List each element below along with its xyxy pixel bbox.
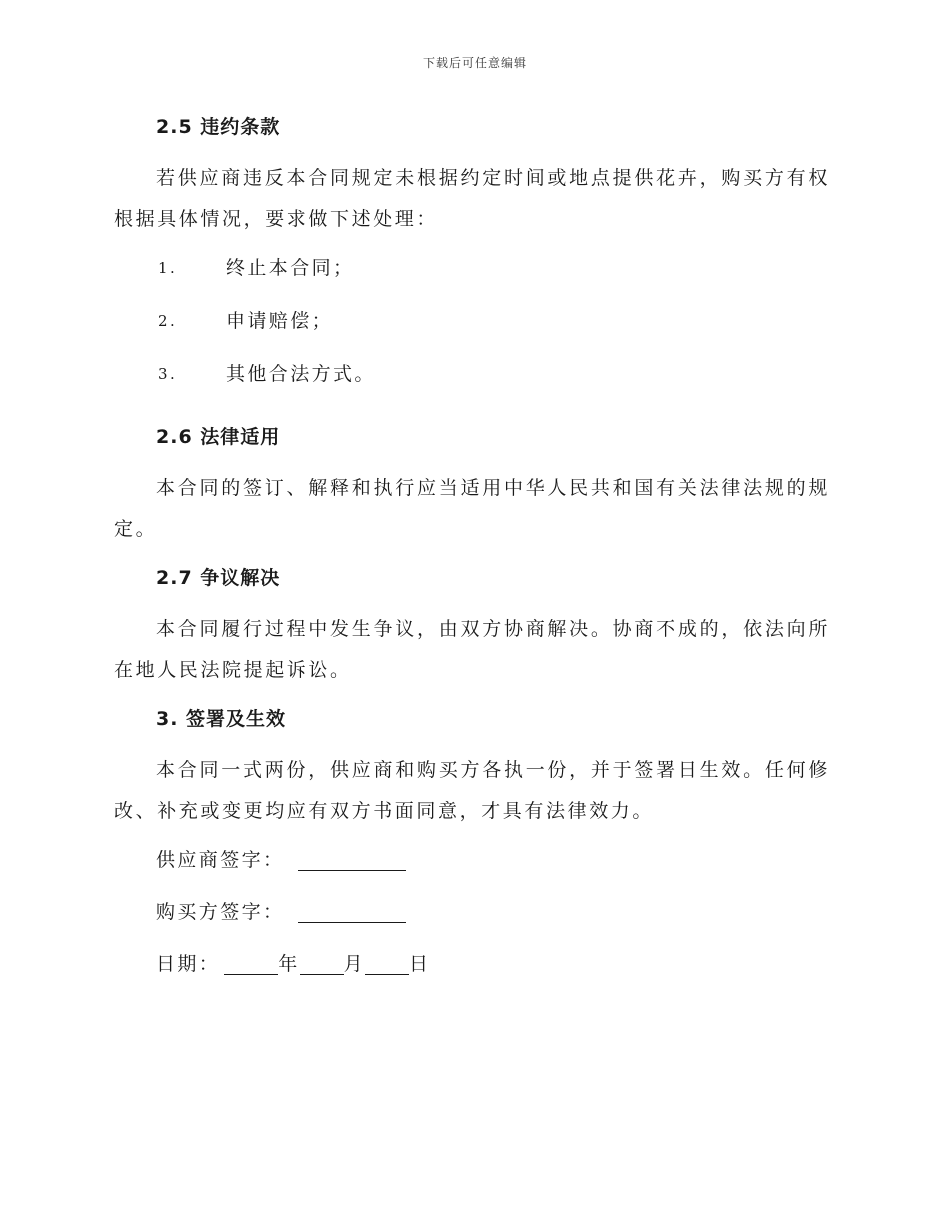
- applicable-law-paragraph: 本合同的签订、解释和执行应当适用中华人民共和国有关法律法规的规定。: [114, 477, 830, 540]
- list-item: [114, 359, 830, 412]
- section-heading-dispute-resolution: 2.7 争议解决: [156, 567, 281, 589]
- year-label: 年: [278, 953, 300, 975]
- list-item-text: 申请赔偿；: [226, 310, 334, 332]
- month-blank[interactable]: [300, 952, 344, 975]
- list-item-number: 3.: [158, 365, 178, 383]
- buyer-signature-label: 购买方签字：: [156, 901, 285, 923]
- buyer-signature-blank[interactable]: [298, 900, 406, 923]
- signing-paragraph: 本合同一式两份，供应商和购买方各执一份，并于签署日生效。任何修改、补充或变更均应有双方书面同意，才具有法律效力。: [114, 759, 830, 822]
- list-item: [114, 306, 830, 359]
- page-header-note: 下载后可任意编辑: [422, 56, 527, 70]
- date-label: 日期：: [156, 953, 221, 975]
- supplier-signature-label: 供应商签字：: [156, 849, 285, 871]
- breach-intro-paragraph: 若供应商违反本合同规定未根据约定时间或地点提供花卉，购买方有权根据具体情况，要求做下述处理：: [114, 167, 830, 230]
- section-heading-applicable-law: 2.6 法律适用: [156, 426, 281, 448]
- buyer-signature-line: [156, 897, 830, 927]
- day-blank[interactable]: [365, 952, 409, 975]
- list-item: [114, 253, 830, 306]
- dispute-resolution-paragraph: 本合同履行过程中发生争议，由双方协商解决。协商不成的，依法向所在地人民法院提起诉讼。: [114, 618, 830, 681]
- section-heading-signing: 3. 签署及生效: [156, 708, 287, 730]
- supplier-signature-blank[interactable]: [298, 848, 406, 871]
- date-line: [156, 949, 830, 979]
- section-heading-breach: 2.5 违约条款: [156, 116, 281, 138]
- document-body: [114, 112, 830, 1001]
- year-blank[interactable]: [224, 952, 278, 975]
- list-item-text: 终止本合同；: [226, 257, 355, 279]
- breach-remedy-list: [114, 253, 830, 412]
- month-label: 月: [343, 953, 366, 975]
- day-label: 日: [409, 953, 431, 975]
- list-item-text: 其他合法方式。: [226, 363, 376, 385]
- list-item-number: 2.: [158, 312, 178, 330]
- supplier-signature-line: [156, 845, 830, 875]
- list-item-number: 1.: [158, 259, 178, 277]
